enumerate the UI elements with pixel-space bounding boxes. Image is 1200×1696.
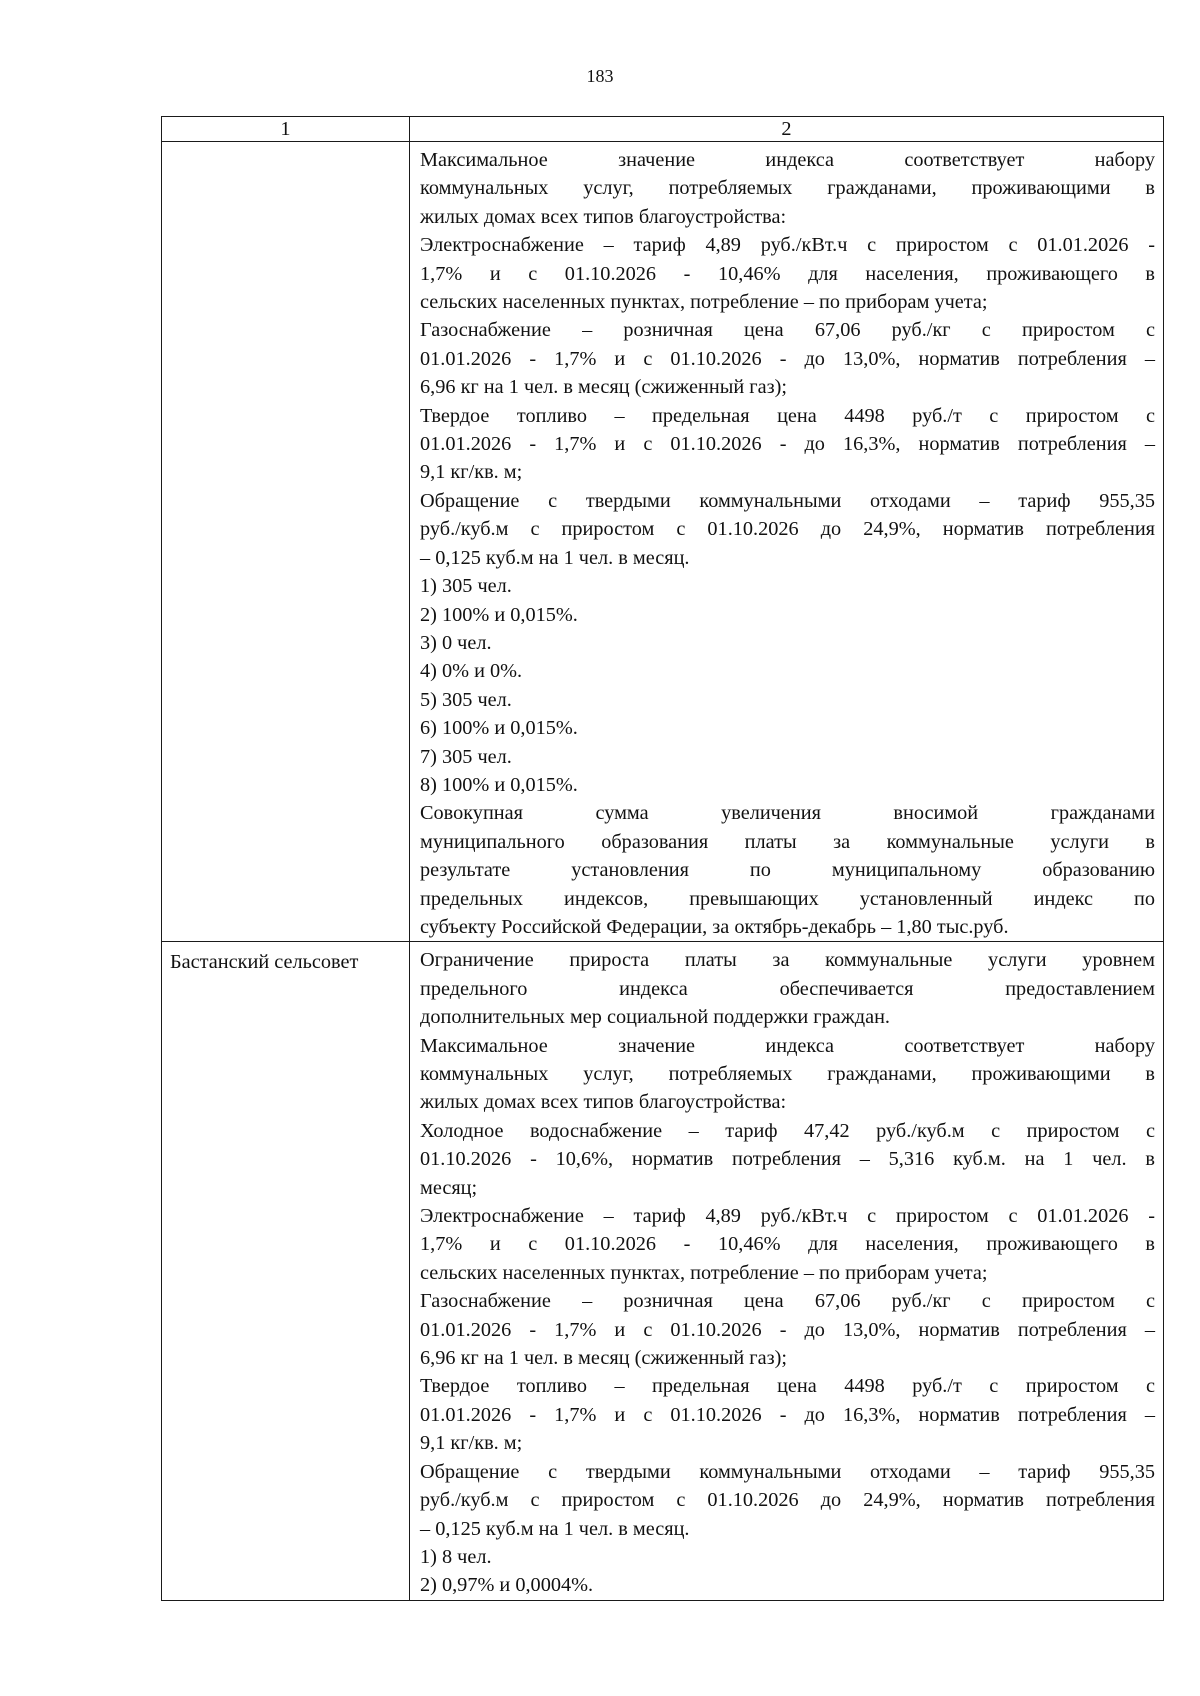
text-line: результате установления по муниципальному образованию: [420, 859, 1155, 882]
text-line: Обращение с твердыми коммунальными отходами – тариф 955,35: [420, 489, 1155, 512]
text-line: 01.01.2026 - 1,7% и с 01.10.2026 - до 13,0%, норматив потребления –: [420, 1318, 1155, 1341]
text-line: Ограничение прироста платы за коммунальные услуги уровнем: [420, 949, 1155, 972]
text-line: жилых домах всех типов благоустройства:: [420, 1091, 787, 1114]
text-line: Газоснабжение – розничная цена 67,06 руб./кг с приростом с: [420, 319, 1155, 342]
column-header: 2: [410, 117, 1164, 142]
text-line: – 0,125 куб.м на 1 чел. в месяц.: [420, 546, 690, 569]
text-line: месяц;: [420, 1176, 478, 1199]
text-line: Максимальное значение индекса соответствует набору: [420, 149, 1155, 171]
text-line: сельских населенных пунктах, потребление – по приборам учета;: [420, 291, 988, 314]
text-line: руб./куб.м с приростом с 01.10.2026 до 24,9%, норматив потребления: [420, 518, 1155, 541]
text-line: 01.10.2026 - 10,6%, норматив потребления – 5,316 куб.м. на 1 чел. в: [420, 1148, 1155, 1171]
text-line: Газоснабжение – розничная цена 67,06 руб./кг с приростом с: [420, 1290, 1155, 1313]
text-line: 8) 100% и 0,015%.: [420, 773, 578, 796]
text-line: 1,7% и с 01.10.2026 - 10,46% для населения, проживающего в: [420, 1233, 1155, 1256]
table-row: [162, 942, 1164, 1600]
table-header-row: [162, 117, 1164, 142]
text-line: Твердое топливо – предельная цена 4498 руб./т с приростом с: [420, 404, 1155, 427]
text-line: предельных индексов, превышающих установленный индекс по: [420, 887, 1155, 910]
text-line: Совокупная сумма увеличения вносимой гражданами: [420, 802, 1155, 825]
column-header: 1: [162, 117, 410, 142]
text-line: руб./куб.м с приростом с 01.10.2026 до 24,9%, норматив потребления: [420, 1489, 1155, 1512]
municipality-name-cell: Бастанский сельсовет: [162, 942, 410, 1600]
text-line: сельских населенных пунктах, потребление – по приборам учета;: [420, 1261, 988, 1284]
text-line: 01.01.2026 - 1,7% и с 01.10.2026 - до 16,3%, норматив потребления –: [420, 433, 1155, 456]
text-line: 9,1 кг/кв. м;: [420, 461, 523, 484]
text-line: 9,1 кг/кв. м;: [420, 1432, 523, 1455]
text-line: 01.01.2026 - 1,7% и с 01.10.2026 - до 16,3%, норматив потребления –: [420, 1403, 1155, 1426]
text-line: Твердое топливо – предельная цена 4498 руб./т с приростом с: [420, 1375, 1155, 1398]
text-line: коммунальных услуг, потребляемых гражданами, проживающими в: [420, 1063, 1155, 1085]
text-line: 5) 305 чел.: [420, 688, 512, 711]
text-line: субъекту Российской Федерации, за октябрь-декабрь – 1,80 тыс.руб.: [420, 915, 1009, 938]
description-cell: [410, 142, 1164, 942]
text-line: Обращение с твердыми коммунальными отходами – тариф 955,35: [420, 1460, 1155, 1483]
page-number: 183: [586, 66, 614, 86]
text-line: жилых домах всех типов благоустройства:: [420, 205, 787, 228]
text-line: дополнительных мер социальной поддержки граждан.: [420, 1006, 891, 1029]
text-line: предельного индекса обеспечивается предоставлением: [420, 977, 1155, 1000]
text-line: – 0,125 куб.м на 1 чел. в месяц.: [420, 1517, 690, 1540]
table-row: [162, 142, 1164, 942]
text-line: 4) 0% и 0%.: [420, 660, 523, 683]
text-line: 1,7% и с 01.10.2026 - 10,46% для населения, проживающего в: [420, 262, 1155, 285]
text-line: 7) 305 чел.: [420, 745, 512, 768]
text-line: Максимальное значение индекса соответствует набору: [420, 1034, 1155, 1057]
text-line: 1) 305 чел.: [420, 575, 512, 598]
text-line: 6,96 кг на 1 чел. в месяц (сжиженный газ);: [420, 1347, 787, 1370]
text-line: 2) 100% и 0,015%.: [420, 603, 578, 626]
text-line: 3) 0 чел.: [420, 631, 492, 654]
text-line: 6,96 кг на 1 чел. в месяц (сжиженный газ);: [420, 376, 787, 399]
description-cell: [410, 942, 1164, 1600]
text-line: Холодное водоснабжение – тариф 47,42 руб./куб.м с приростом с: [420, 1119, 1155, 1142]
municipality-name-cell: [162, 142, 410, 942]
text-line: 6) 100% и 0,015%.: [420, 717, 578, 740]
document-table: [161, 116, 1164, 1601]
text-line: 2) 0,97% и 0,0004%.: [420, 1574, 594, 1597]
text-line: 01.01.2026 - 1,7% и с 01.10.2026 - до 13,0%, норматив потребления –: [420, 347, 1155, 370]
text-line: 1) 8 чел.: [420, 1545, 492, 1568]
text-line: Электроснабжение – тариф 4,89 руб./кВт.ч с приростом с 01.01.2026 -: [420, 1205, 1155, 1228]
text-line: Электроснабжение – тариф 4,89 руб./кВт.ч с приростом с 01.01.2026 -: [420, 234, 1155, 257]
text-line: коммунальных услуг, потребляемых гражданами, проживающими в: [420, 177, 1155, 200]
text-line: муниципального образования платы за коммунальные услуги в: [420, 830, 1155, 853]
